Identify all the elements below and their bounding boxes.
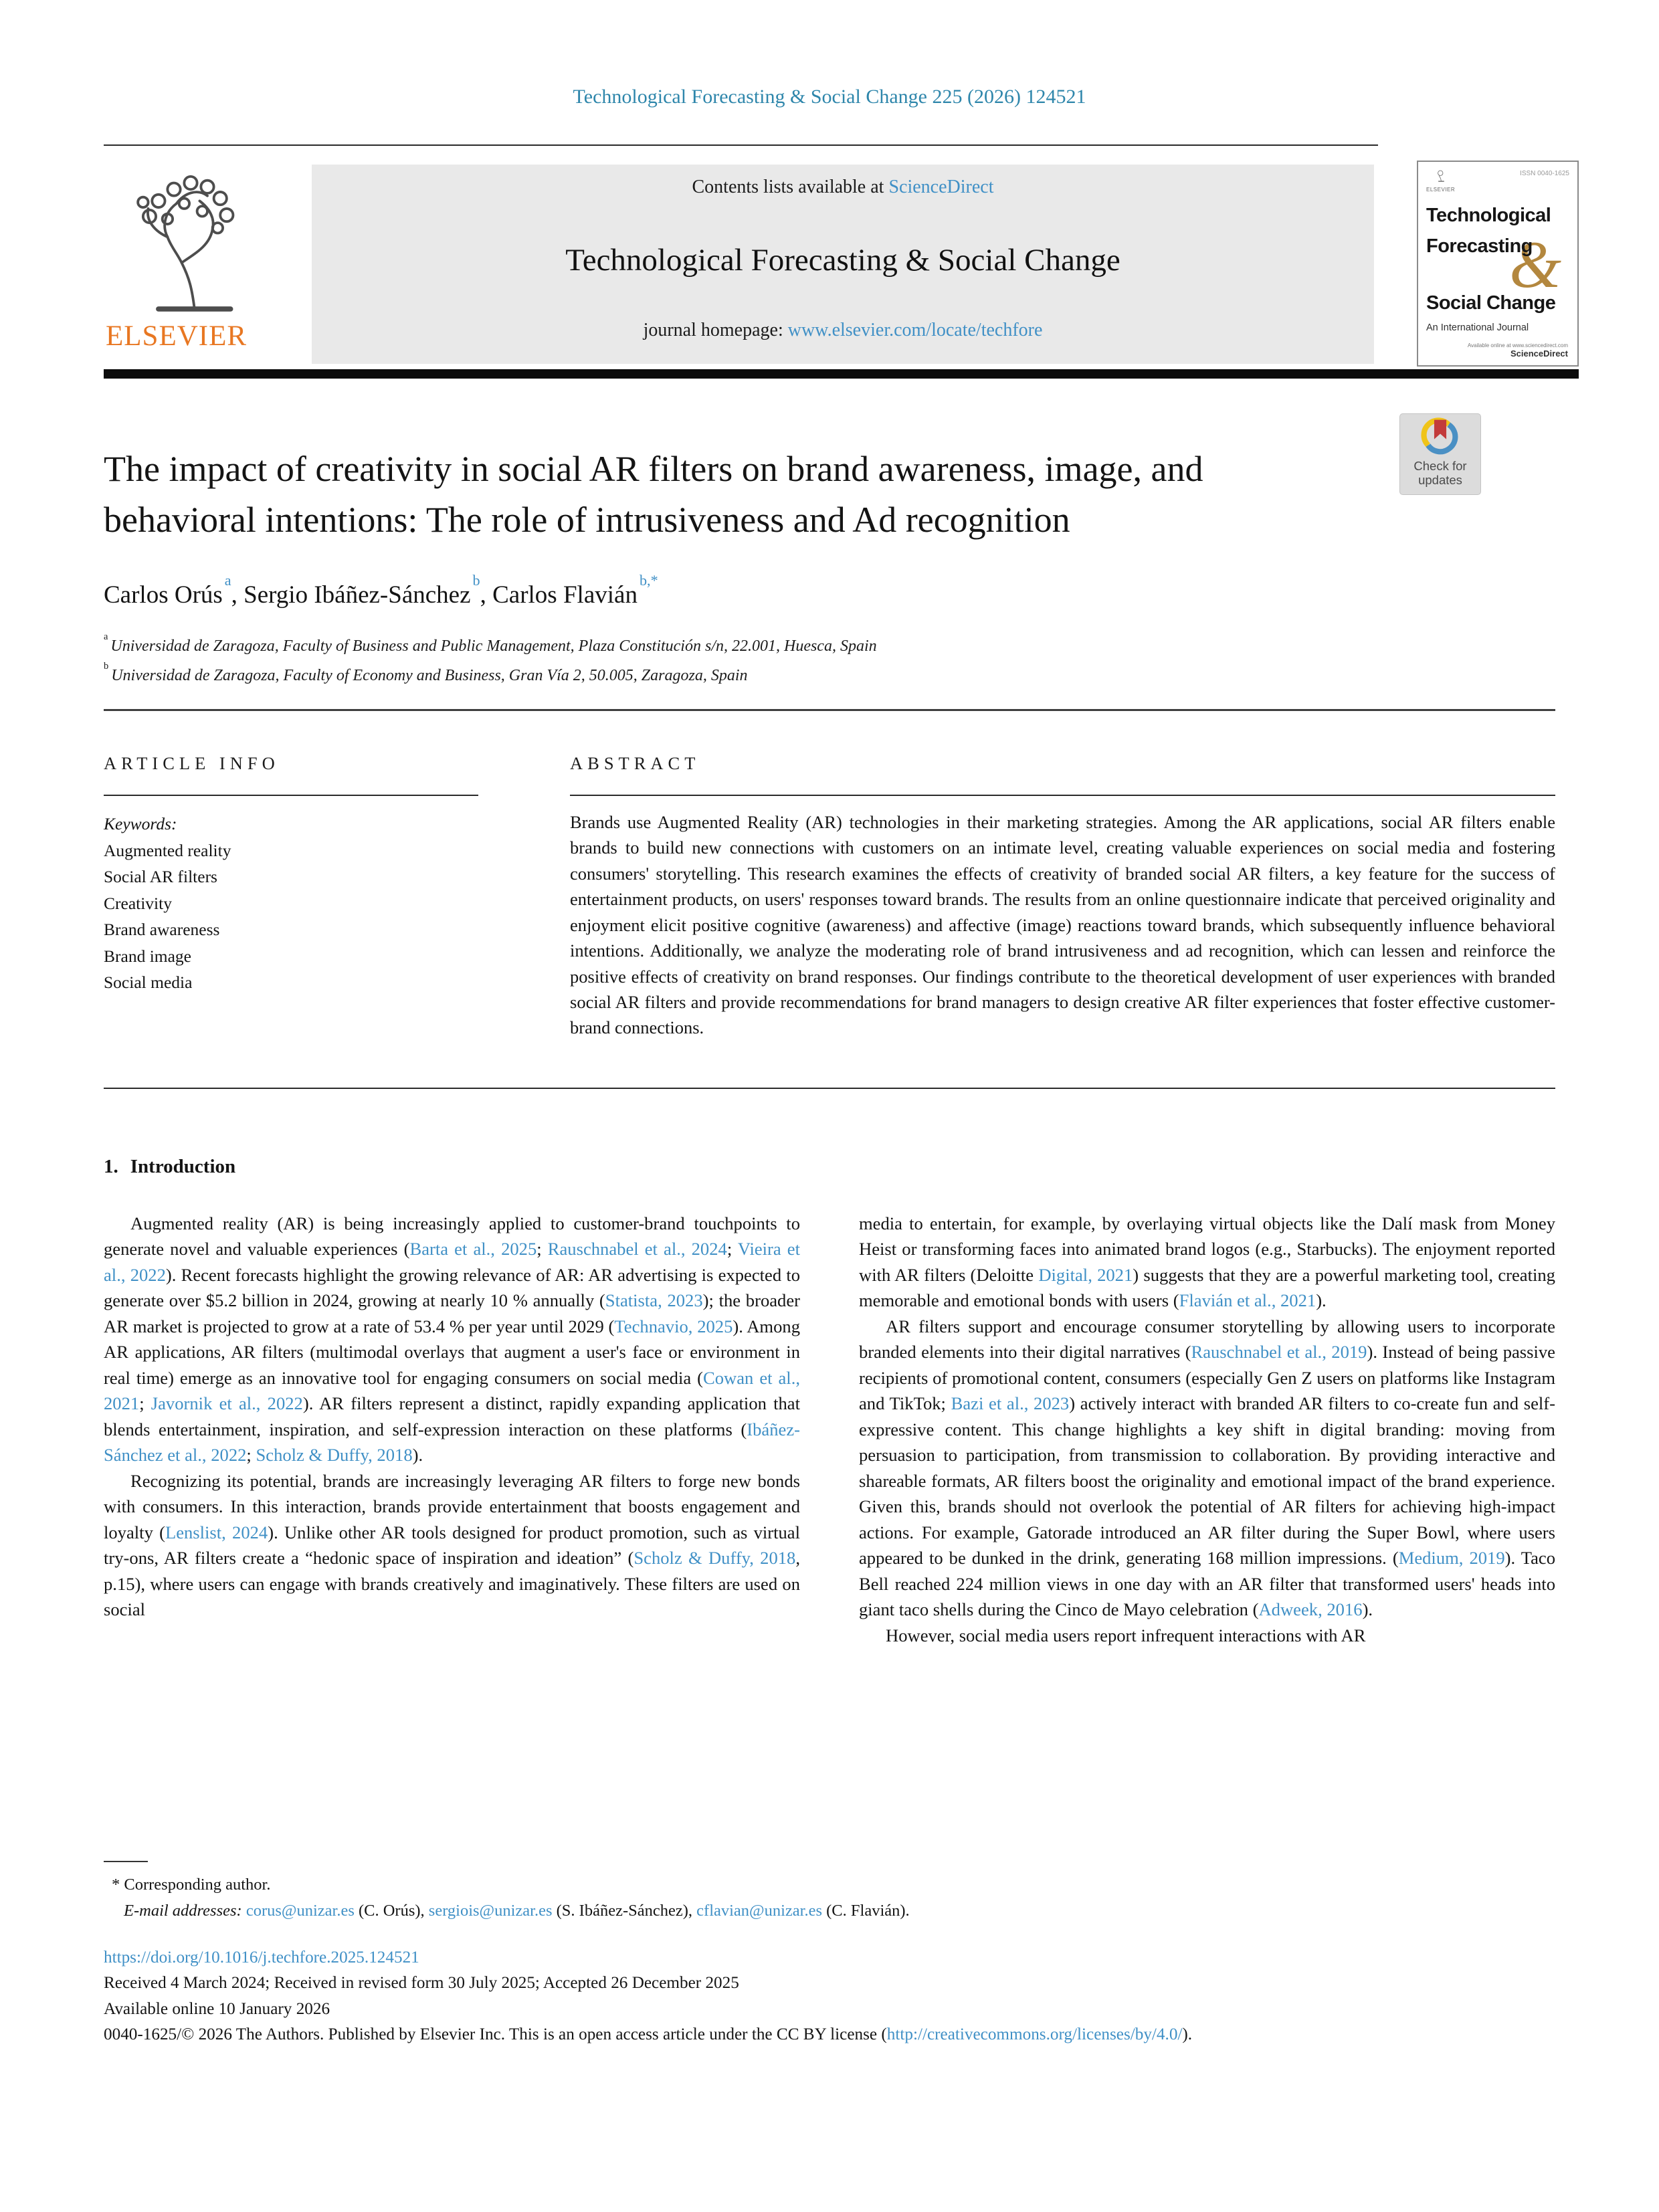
- license-line: [104, 2022, 1555, 2047]
- affiliation-superscript-link[interactable]: b,*: [639, 572, 658, 589]
- cover-title-line3: Social Change: [1426, 292, 1556, 314]
- elsevier-wordmark: ELSEVIER: [106, 320, 248, 352]
- section-number: 1.: [104, 1156, 118, 1177]
- keyword-item: Social AR filters: [104, 867, 217, 887]
- keywords-block: [104, 811, 478, 996]
- received-dates: Received 4 March 2024; Received in revised form 30 July 2025; Accepted 26 December 2025: [104, 1974, 739, 1993]
- text-run: , p.15), where users can engage with brands creatively and imaginatively. These filters are used on social: [104, 1548, 800, 1620]
- doi-link[interactable]: https://doi.org/10.1016/j.techfore.2025.124521: [104, 1948, 419, 1967]
- available-online: Available online 10 January 2026: [104, 1999, 330, 2018]
- journal-banner: [312, 165, 1374, 364]
- section-heading-introduction: [104, 1156, 235, 1178]
- crossmark-icon: [1421, 417, 1460, 456]
- footnote-divider: [104, 1861, 148, 1862]
- article-title: [104, 444, 1375, 545]
- journal-cover-thumbnail[interactable]: [1417, 161, 1579, 367]
- text-run: ). Taco Bell reached 224 million views in one day with an AR filter that transformed users' heads into giant taco shells during the Cinco de Mayo celebration (: [859, 1548, 1555, 1620]
- article-title-line1: The impact of creativity in social AR filters on brand awareness, image, and: [104, 449, 1203, 489]
- journal-title: Technological Forecasting & Social Change: [565, 243, 1120, 278]
- divider: [104, 795, 478, 796]
- text-run: journal homepage:: [643, 320, 788, 340]
- contents-line: [312, 177, 1374, 198]
- affiliation-superscript: b: [104, 661, 109, 672]
- section-title: Introduction: [130, 1156, 236, 1177]
- paragraph: [859, 1623, 1555, 1648]
- corresponding-author-note: * Corresponding author.: [112, 1876, 271, 1894]
- keyword-item: Creativity: [104, 893, 172, 913]
- affiliation-superscript-link[interactable]: b: [472, 572, 480, 589]
- text-run: ).: [1316, 1290, 1327, 1311]
- citation-link[interactable]: Statista, 2023: [605, 1290, 703, 1311]
- paragraph: [859, 1314, 1555, 1623]
- text-run: ) suggests that they are a powerful marketing tool, creating memorable and emotional bonds with users (: [859, 1264, 1555, 1311]
- text-run: ).: [412, 1445, 423, 1466]
- cover-subtitle: An International Journal: [1426, 322, 1529, 333]
- affiliations: [104, 631, 1442, 691]
- affiliation-superscript-link[interactable]: a: [224, 572, 231, 589]
- citation-link[interactable]: Barta et al., 2025: [409, 1239, 537, 1260]
- divider: [104, 1088, 1555, 1089]
- citation-link[interactable]: Lenslist, 2024: [165, 1522, 268, 1542]
- cover-ampersand: &: [1509, 227, 1561, 302]
- affiliation-superscript: a: [104, 631, 108, 643]
- keyword-item: Brand image: [104, 946, 191, 966]
- text-run: ;: [536, 1239, 548, 1260]
- citation-link[interactable]: Bazi et al., 2023: [951, 1393, 1070, 1414]
- email-link[interactable]: corus@unizar.es: [246, 1902, 355, 1920]
- cover-sciencedirect-brand: ScienceDirect: [1510, 348, 1568, 359]
- check-for-updates-label-1: Check for: [1413, 459, 1467, 473]
- citation-link[interactable]: Ibáñez-Sánchez et al., 2022: [104, 1419, 800, 1466]
- text-run: AR filters support and encourage consumer storytelling by allowing users to incorporate branded elements into their digital narratives (: [859, 1316, 1555, 1363]
- divider: [104, 709, 1555, 711]
- text-run: ).: [1182, 2025, 1193, 2043]
- keywords-label: Keywords:: [104, 814, 177, 833]
- cover-elsevier-mini-logo: ELSEVIER: [1426, 169, 1455, 193]
- text-run: E-mail addresses:: [124, 1902, 242, 1920]
- text-run: ;: [139, 1393, 151, 1414]
- citation-link[interactable]: Vieira et al., 2022: [104, 1239, 800, 1285]
- article-title-line2: behavioral intentions: The role of intrusiveness and Ad recognition: [104, 499, 1070, 540]
- footnote-block: [104, 1872, 1555, 1924]
- citation-link[interactable]: Adweek, 2016: [1258, 1599, 1363, 1620]
- cover-availability-note: Available online at www.sciencedirect.com: [1467, 342, 1568, 348]
- text-run: Augmented reality (AR) is being increasingly applied to customer-brand touchpoints to generate novel and valuable experiences (: [104, 1213, 800, 1260]
- body-columns: [104, 1211, 1555, 1648]
- paragraph: [859, 1211, 1555, 1314]
- text-run: (S. Ibáñez-Sánchez),: [552, 1902, 697, 1920]
- text-run: However, social media users report infrequent interactions with AR: [886, 1625, 1366, 1645]
- email-link[interactable]: cflavian@unizar.es: [696, 1902, 823, 1920]
- text-run: Universidad de Zaragoza, Faculty of Economy and Business, Gran Vía 2, 50.005, Zaragoza, Spain: [111, 667, 748, 685]
- text-run: media to entertain, for example, by overlaying virtual objects like the Dalí mask from Money Heist or transforming faces into animated brand logos (e.g., Starbucks). The enjoyment reported with AR filters (Deloitte: [859, 1213, 1555, 1285]
- text-run: Contents lists available at: [692, 177, 889, 197]
- elsevier-logo-block: [106, 167, 306, 368]
- journal-homepage-link[interactable]: www.elsevier.com/locate/techfore: [787, 320, 1043, 340]
- text-run: ). AR filters represent a distinct, rapidly expanding application that blends entertainment, inspiration, and self-expression interaction on these platforms (: [104, 1393, 800, 1439]
- text-run: , Carlos Flavián: [480, 581, 638, 609]
- citation-link[interactable]: Rauschnabel et al., 2019: [1191, 1342, 1367, 1363]
- cover-title-line1: Technological: [1426, 205, 1551, 226]
- body-column-left: [104, 1211, 800, 1648]
- email-addresses-line: [104, 1898, 1555, 1924]
- keyword-item: Social media: [104, 973, 193, 993]
- text-run: ) actively interact with branded AR filters to co-create fun and self-expressive content. This change highlights a key shift in digital branding: moving from persuasion to participation, from transmission to collaboration. By providing interactive and shareable formats, AR filters boost the originality and emotional impact of the brand experience. Given this, brands should not overlook the potential of AR filters for achieving high-impact actions. For example, Gatorade introduced an AR filter during the Super Bowl, where users appeared to be dunked in the drink, generating 168 million impressions. (: [859, 1393, 1555, 1569]
- abstract-heading: ABSTRACT: [570, 753, 700, 773]
- text-run: ;: [246, 1445, 256, 1466]
- affiliation-a: [104, 631, 1442, 661]
- text-run: 0040-1625/© 2026 The Authors. Published by Elsevier Inc. This is an open access article under the CC BY license (: [104, 2025, 887, 2043]
- keyword-item: Brand awareness: [104, 920, 220, 940]
- check-for-updates-badge[interactable]: [1399, 413, 1481, 495]
- email-link[interactable]: sergiois@unizar.es: [428, 1902, 553, 1920]
- cc-license-link[interactable]: http://creativecommons.org/licenses/by/4.0/: [886, 2025, 1183, 2043]
- abstract-text: Brands use Augmented Reality (AR) technologies in their marketing strategies. Among the AR applications, social AR filters enable brands to build new connections with customers on an intimate level, creating valuable experiences on social media and fostering consumers' storytelling. This research examines the effects of creativity of branded social AR filters, a key feature for the success of entertainment products, on users' responses toward brands. The results from an online questionnaire indicate that perceived originality and enjoyment elicit positive cognitive (awareness) and affective (image) reactions toward brands, which subsequently influence behavioral intentions. Additionally, we analyze the moderating role of brand intrusiveness and ad recognition, which can lessen and reinforce the positive effects of creativity on brand responses. Our findings contribute to the theoretical development of user experiences with branded social AR filters and provide recommendations for brand managers to design creative AR filter experiences that foster effective customer-brand connections.: [570, 812, 1555, 1038]
- citation-link[interactable]: Rauschnabel et al., 2024: [547, 1239, 727, 1260]
- text-run: (C. Orús),: [354, 1902, 429, 1920]
- text-run: ;: [726, 1239, 738, 1260]
- cover-issn: ISSN 0040-1625: [1520, 170, 1569, 177]
- sciencedirect-link[interactable]: ScienceDirect: [888, 177, 994, 197]
- citation-link[interactable]: Scholz & Duffy, 2018: [633, 1548, 796, 1569]
- body-column-right: [859, 1211, 1555, 1648]
- check-for-updates-label-2: updates: [1418, 472, 1462, 487]
- text-run: ); the broader AR market is projected to grow at a rate of 53.4 % per year until 2029 (: [104, 1290, 801, 1336]
- citation-link[interactable]: Javornik et al., 2022: [151, 1393, 303, 1414]
- divider: [570, 795, 1555, 796]
- top-divider: [104, 144, 1378, 146]
- article-info-heading: ARTICLE INFO: [104, 753, 280, 773]
- text-run: Carlos Orús: [104, 581, 223, 609]
- elsevier-tree-logo: [107, 167, 274, 316]
- author-list: [104, 572, 1375, 609]
- text-run: ). Among AR applications, AR filters (multimodal overlays that augment a user's face or environment in real time) emerge as an innovative tool for engaging consumers on social media (: [104, 1316, 800, 1388]
- text-run: ). Unlike other AR tools designed for product promotion, such as virtual try-ons, AR filters create a “hedonic space of inspiration and ideation” (: [104, 1522, 800, 1569]
- citation-link[interactable]: Medium, 2019: [1398, 1548, 1505, 1569]
- citation-link[interactable]: Flavián et al., 2021: [1179, 1290, 1316, 1311]
- text-run: Recognizing its potential, brands are increasingly leveraging AR filters to forge new bonds with consumers. In this interaction, brands provide entertainment that boosts engagement and loyalty (: [104, 1470, 800, 1542]
- cover-title-line2: Forecasting: [1426, 235, 1533, 258]
- text-run: ).: [1362, 1599, 1373, 1620]
- text-run: (C. Flavián).: [822, 1902, 910, 1920]
- journal-citation-header: Technological Forecasting & Social Change 225 (2026) 124521: [573, 86, 1086, 108]
- keyword-item: Augmented reality: [104, 840, 231, 860]
- text-run: ). Instead of being passive recipients of promotional content, consumers (especially Gen Z users on platforms like Instagram and TikTok;: [859, 1342, 1555, 1414]
- journal-homepage-line: [312, 320, 1374, 341]
- citation-link[interactable]: Technavio, 2025: [614, 1316, 733, 1336]
- citation-link[interactable]: Scholz & Duffy, 2018: [256, 1445, 413, 1466]
- masthead-black-bar: [104, 369, 1579, 379]
- article-info-abstract-section: [104, 734, 1555, 1092]
- paragraph: [104, 1211, 800, 1468]
- text-run: ). Recent forecasts highlight the growing relevance of AR: AR advertising is expected to generate over $5.2 billion in 2024, growing at nearly 10 % annually (: [104, 1264, 801, 1311]
- text-run: , Sergio Ibáñez-Sánchez: [231, 581, 471, 609]
- text-run: Universidad de Zaragoza, Faculty of Business and Public Management, Plaza Constitución s/n, 22.001, Huesca, Spain: [110, 637, 877, 655]
- keywords-list: [104, 837, 478, 996]
- citation-link[interactable]: Digital, 2021: [1038, 1264, 1133, 1285]
- article-meta-footer: [104, 1945, 1555, 2047]
- affiliation-b: [104, 661, 1442, 690]
- paragraph: [104, 1468, 800, 1623]
- citation-link[interactable]: Cowan et al., 2021: [104, 1367, 800, 1414]
